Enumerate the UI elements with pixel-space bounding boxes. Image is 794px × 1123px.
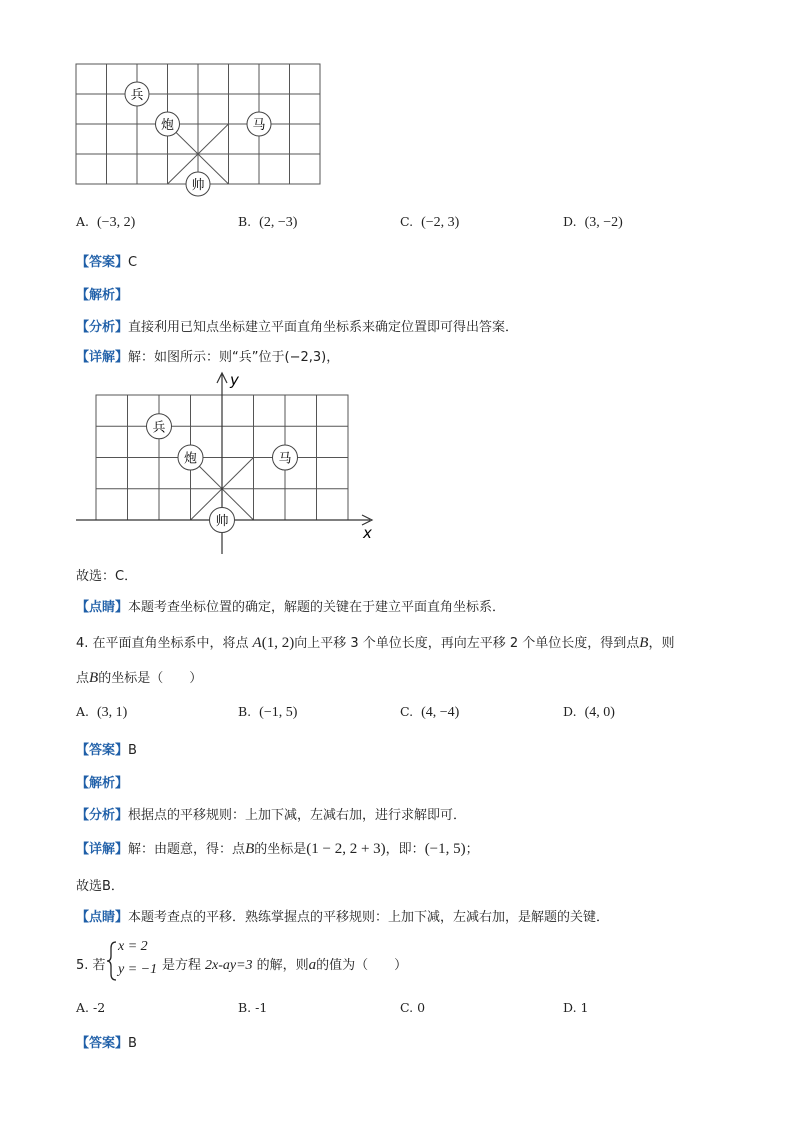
svg-text:马: 马 bbox=[252, 118, 266, 133]
q3-xiangjie: 【详解】解：如图所示：则“兵”位于(−2,3)， bbox=[76, 350, 340, 365]
q5-prefix: 5. 若 bbox=[76, 958, 106, 973]
q5-answer: 【答案】B bbox=[76, 1036, 137, 1051]
y-axis-label: y bbox=[230, 371, 239, 389]
svg-text:帅: 帅 bbox=[191, 178, 205, 193]
q3-answer: 【答案】C bbox=[76, 255, 138, 270]
x-axis-label: x bbox=[363, 524, 372, 542]
chess-board-axes-figure bbox=[70, 368, 390, 560]
piece-pao bbox=[156, 112, 180, 136]
q4-xiangjie: 【详解】解：由题意，得：点B的坐标是(1 − 2, 2 + 3)，即：(−1, 5)； bbox=[76, 841, 479, 857]
q4-option-d: D. (4, 0) bbox=[563, 704, 615, 720]
q3-option-a: A. (−3, 2) bbox=[76, 214, 136, 230]
svg-text:兵: 兵 bbox=[152, 420, 166, 436]
q3-option-d: D. (3, −2) bbox=[563, 214, 623, 230]
q4-answer: 【答案】B bbox=[76, 743, 137, 758]
piece-pao bbox=[178, 445, 203, 470]
svg-text:兵: 兵 bbox=[130, 88, 144, 103]
q5-equation-2: y = −1 bbox=[118, 962, 158, 977]
q3-analysis-heading: 【解析】 bbox=[76, 288, 129, 303]
q5-option-b: B. -1 bbox=[238, 1000, 268, 1015]
piece-ma bbox=[273, 445, 298, 470]
piece-ma bbox=[247, 112, 271, 136]
piece-bing bbox=[147, 414, 172, 439]
system-brace bbox=[106, 940, 118, 982]
q5-stem: 是方程 2x-ay=3 的解，则a的值为（ ） bbox=[162, 957, 408, 973]
q4-fenxi: 【分析】根据点的平移规则：上加下减，左减右加，进行求解即可． bbox=[76, 808, 467, 823]
svg-text:炮: 炮 bbox=[160, 118, 175, 133]
q3-option-c: C. (−2, 3) bbox=[400, 214, 460, 230]
q4-option-c: C. (4, −4) bbox=[400, 704, 460, 720]
q4-analysis-heading: 【解析】 bbox=[76, 776, 129, 791]
svg-text:帅: 帅 bbox=[215, 514, 229, 529]
q4-dianjing: 【点睛】本题考查点的平移．熟练掌握点的平移规则：上加下减，左减右加，是解题的关键． bbox=[76, 910, 610, 925]
q4-stem-line1: 4. 在平面直角坐标系中，将点 A(1, 2)向上平移 3 个单位长度，再向左平移 2 个单位长度，得到点B，则 bbox=[76, 635, 675, 651]
svg-text:炮: 炮 bbox=[183, 451, 198, 467]
chess-board-figure bbox=[70, 58, 330, 204]
q3-fenxi: 【分析】直接利用已知点坐标建立平面直角坐标系来确定位置即可得出答案． bbox=[76, 320, 519, 335]
q5-equation-1: x = 2 bbox=[118, 939, 148, 954]
q4-option-a: A. (3, 1) bbox=[76, 704, 128, 720]
q3-dianjing: 【点睛】本题考查坐标位置的确定，解题的关键在于建立平面直角坐标系． bbox=[76, 600, 506, 615]
q4-conclusion: 故选B． bbox=[76, 879, 124, 894]
q5-option-a: A. -2 bbox=[76, 1000, 106, 1015]
q4-stem-line2: 点B的坐标是（ ） bbox=[76, 670, 203, 686]
q3-option-b: B. (2, −3) bbox=[238, 214, 298, 230]
q5-option-c: C. 0 bbox=[400, 1000, 426, 1015]
piece-bing bbox=[125, 82, 149, 106]
q4-option-b: B. (−1, 5) bbox=[238, 704, 298, 720]
q5-option-d: D. 1 bbox=[563, 1000, 589, 1015]
piece-shuai bbox=[210, 508, 235, 533]
q3-conclusion: 故选：C． bbox=[76, 569, 138, 584]
piece-shuai bbox=[186, 172, 210, 196]
svg-text:马: 马 bbox=[278, 451, 292, 467]
